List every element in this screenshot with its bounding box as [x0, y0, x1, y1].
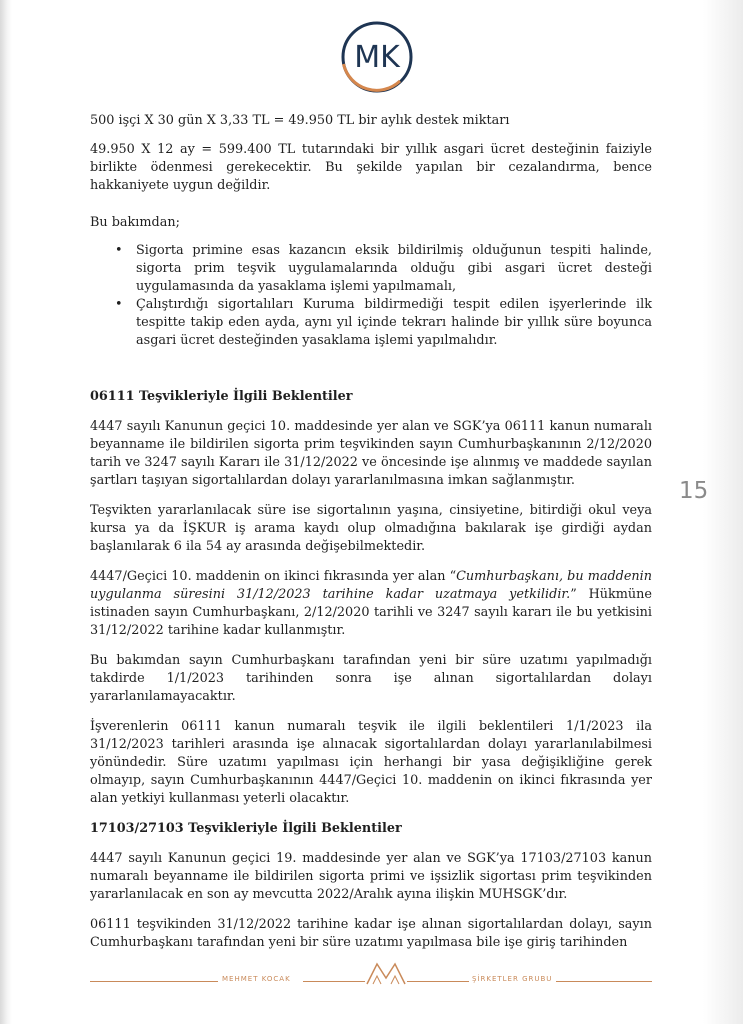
footer-rule-left — [90, 981, 218, 982]
page-right-shade — [703, 0, 743, 1024]
footer-mountain-mark — [365, 958, 407, 986]
page-footer — [0, 958, 743, 998]
paragraph: 06111 teşvikinden 31/12/2022 tarihine kadar işe alınan sigortalılardan dolayı, sayın Cumhurbaşkanı tarafından yeni bir süre uzatımı yapılmasa bile işe giriş tarihinden — [90, 917, 652, 950]
footer-left-text: MEHMET KOCAK — [222, 975, 291, 983]
footer-rule-right — [556, 981, 652, 982]
page-edge-shadow — [0, 0, 12, 1024]
paragraph: İşverenlerin 06111 kanun numaralı teşvik ile ilgili beklentileri 1/1/2023 ila 31/12/2023 tarihleri arasında işe alınacak sigortalılardan dolayı yararlanılabilmesi yönündedir. Süre uzatımı yapılması için herhangi bir yasa değişikliğine gerek olmayıp, sayın Cumhurbaşkanının 4447/Geçici 10. maddenin on ikinci fıkrasında yer alan yetkiyi kullanması yeterli olacaktır. — [90, 719, 652, 806]
footer-rule-mid-right — [407, 981, 469, 982]
paragraph — [90, 568, 652, 640]
paragraph: Bu bakımdan; — [90, 215, 180, 230]
document-body — [90, 112, 652, 952]
logo-text: MK — [354, 40, 400, 75]
paragraph: 500 işçi X 30 gün X 3,33 TL = 49.950 TL bir aylık destek miktarı — [90, 113, 510, 128]
paragraph-text: ” Hükmüne istinaden sayın Cumhurbaşkanı, 2/12/2020 tarihli ve 3247 sayılı kararı ile bu yetkisini 31/12/2022 tarihine kadar kullanmıştır. — [90, 587, 652, 638]
paragraph: 4447 sayılı Kanunun geçici 10. maddesinde yer alan ve SGK’ya 06111 kanun numaralı beyanname ile bildirilen sigorta prim teşvikinden sayın Cumhurbaşkanının 2/12/2020 tarih ve 3247 sayılı Kararı ile 31/12/2022 ve öncesinde işe alınmış ve maddede sayılan şartları taşıyan sigortalılardan dolayı yararlanılmasına imkan sağlanmıştır. — [90, 419, 652, 488]
paragraph: 49.950 X 12 ay = 599.400 TL tutarındaki bir yıllık asgari ücret desteğinin faiziyle birlikte ödenmesi gerekecektir. Bu şekilde yapılan bir cezalandırma, bence hakkaniyete uygun değildir. — [90, 142, 652, 193]
section-heading: 06111 Teşvikleriyle İlgili Beklentiler — [90, 389, 353, 404]
paragraph: Teşvikten yararlanılacak süre ise sigortalının yaşına, cinsiyetine, bitirdiği okul veya kursa ya da İŞKUR iş arama kaydı olup olmadığına bakılarak işe girdiği aydan başlanılarak 6 ila 54 ay arasında değişebilmektedir. — [90, 503, 652, 554]
paragraph-text: 4447/Geçici 10. maddenin on ikinci fıkrasında yer alan “ — [90, 569, 457, 584]
company-logo — [340, 20, 414, 94]
quoted-provision: Cumhurbaşkanı, bu maddenin uygulanma süresini 31/12/2023 tarihine kadar uzatmaya yetkilidir. — [90, 569, 652, 602]
paragraph: Bu bakımdan sayın Cumhurbaşkanı tarafından yeni bir süre uzatımı yapılmadığı takdirde 1/1/2023 tarihinden sonra işe alınan sigortalılardan dolayı yararlanılamayacaktır. — [90, 653, 652, 704]
page-number: 15 — [679, 478, 709, 504]
section-heading: 17103/27103 Teşvikleriyle İlgili Beklentiler — [90, 821, 402, 836]
footer-rule-mid-left — [303, 981, 365, 982]
footer-right-text: ŞİRKETLER GRUBU — [472, 975, 553, 983]
bullet-item: • Sigorta primine esas kazancın eksik bildirilmiş olduğunun tespiti halinde, sigorta prim teşvik uygulamalarında olduğu gibi asgari ücret desteği uygulamasında da yasaklama işlemi yapılmamalı, — [136, 242, 652, 296]
bullet-item: • Çalıştırdığı sigortalıları Kuruma bildirmediği tespit edilen işyerlerinde ilk tespitte takip eden ayda, aynı yıl içinde tekrarı halinde bir yıllık süre boyunca asgari ücret desteğinden yasaklama işlemi yapılmalıdır. — [136, 296, 652, 350]
paragraph: 4447 sayılı Kanunun geçici 19. maddesinde yer alan ve SGK’ya 17103/27103 kanun numaralı beyanname ile bildirilen sigorta primi ve işsizlik sigortası prim teşvikinden yararlanılacak en son ay mevcutta 2022/Aralık ayına ilişkin MUHSGK’dır. — [90, 851, 652, 902]
bullet-list — [90, 242, 652, 350]
